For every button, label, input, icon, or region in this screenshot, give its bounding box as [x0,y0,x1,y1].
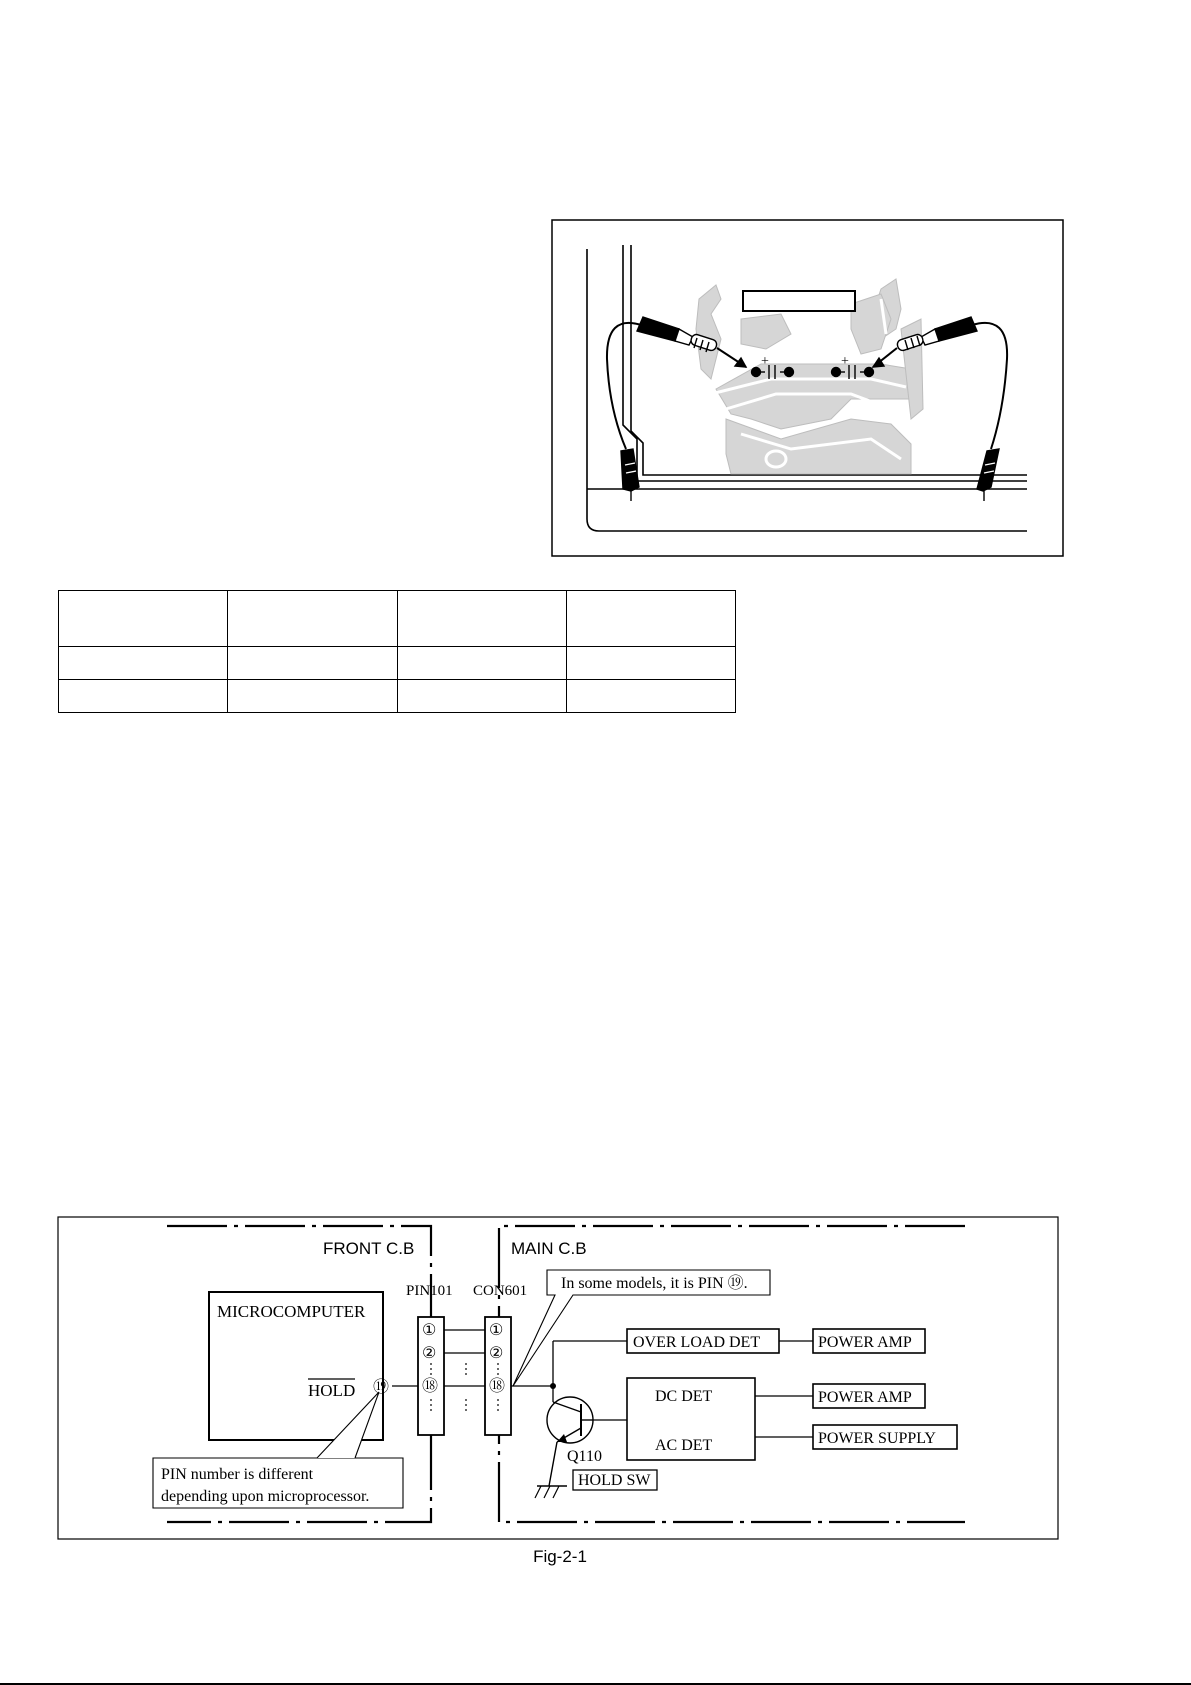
table-header-cell [397,591,566,647]
main-cb-label: MAIN C.B [511,1239,587,1258]
ac-det-label: AC DET [655,1437,713,1454]
callout-bottom-line1: PIN number is different [161,1466,314,1483]
pcb-test-clip-figure [551,219,1064,557]
hold-label: HOLD [308,1381,356,1400]
table-cell [397,680,566,713]
table-header-cell [228,591,397,647]
pin19-marker: ⑲ [373,1379,390,1396]
callout-bottom-line2: depending upon microprocessor. [161,1488,370,1505]
power-supply-label: POWER SUPPLY [818,1430,936,1447]
dc-det-label: DC DET [655,1388,713,1405]
pin101-pin-2: ② [422,1345,437,1362]
table-header-row [59,591,736,647]
table-cell [566,647,735,680]
q110-label: Q110 [567,1448,602,1465]
blank-spec-table [58,590,736,713]
power-amp-label-2: POWER AMP [818,1389,912,1406]
table-cell [59,680,228,713]
con601-pin-18: ⑱ [489,1378,506,1395]
hold-circuit-diagram [57,1216,1059,1540]
plus-sign-right: + [841,354,849,369]
power-amp-label-1: POWER AMP [818,1334,912,1351]
pin101-label: PIN101 [406,1283,453,1299]
plus-sign-left: + [761,354,769,369]
table-header-cell [59,591,228,647]
callout-top-text: In some models, it is PIN ⑲. [561,1275,748,1292]
con601-pin-2: ② [489,1345,504,1362]
con601-label: CON601 [473,1283,528,1299]
figure-caption: Fig-2-1 [533,1547,587,1566]
table-cell [397,647,566,680]
table-cell [59,647,228,680]
table-cell [228,647,397,680]
table-row [59,647,736,680]
table-row [59,680,736,713]
microcomputer-label: MICROCOMPUTER [217,1302,366,1321]
table-cell [228,680,397,713]
pin101-pin-1: ① [422,1322,437,1339]
junction-dot [550,1383,556,1389]
front-cb-label: FRONT C.B [323,1239,415,1258]
con601-pin-1: ① [489,1322,504,1339]
pin101-pin-18: ⑱ [422,1378,439,1395]
hold-sw-label: HOLD SW [578,1472,651,1489]
table-header-cell [566,591,735,647]
table-cell [566,680,735,713]
pcb-label-box [743,291,855,311]
over-load-det-label: OVER LOAD DET [633,1334,761,1351]
